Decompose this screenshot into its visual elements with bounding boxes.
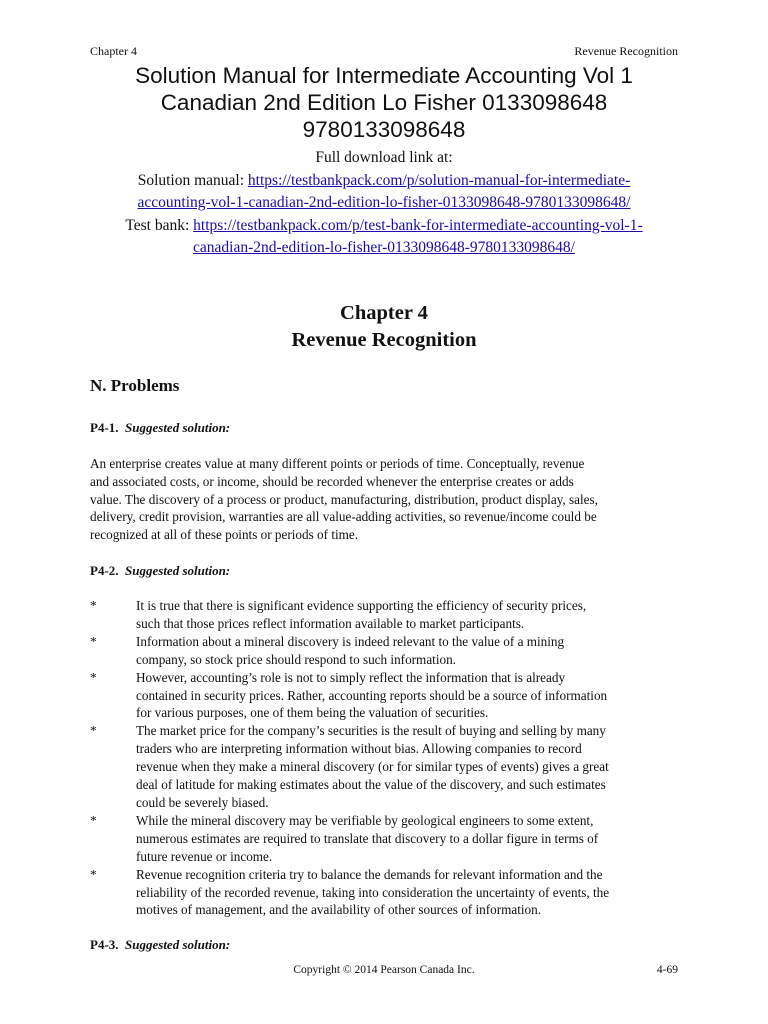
bullet-line: such that those prices reflect information available to market participants. — [136, 615, 525, 631]
page-number: 4-69 — [656, 964, 678, 976]
problem-heading-p4-1 — [90, 420, 230, 436]
problem-heading-p4-3 — [90, 937, 230, 953]
bullet-line: contained in security prices. Rather, accounting reports should be a source of information — [136, 687, 608, 703]
section-heading: N. Problems — [90, 376, 180, 395]
list-item — [90, 866, 690, 920]
problem-label: Suggested solution: — [125, 563, 231, 578]
paragraph-line: value. The discovery of a process or product, manufacturing, distribution, product display, sales, — [90, 491, 598, 507]
bullet-line: future revenue or income. — [136, 848, 273, 864]
p4-1-paragraph — [90, 455, 690, 544]
problem-label: Suggested solution: — [125, 420, 231, 435]
bullet-marker: * — [90, 669, 97, 685]
page-footer — [90, 963, 678, 979]
document-title — [0, 62, 768, 143]
paragraph-line: delivery, credit provision, warranties are all value-adding activities, so revenue/income could be — [90, 509, 597, 525]
running-header-left: Chapter 4 — [90, 44, 137, 58]
list-item — [90, 722, 690, 812]
download-intro: Full download link at: — [315, 149, 453, 166]
p4-2-bullet-list — [90, 597, 690, 919]
paragraph-line: recognized at all of these points or periods of time. — [90, 527, 359, 543]
solution-manual-label: Solution manual: — [137, 171, 248, 189]
bullet-marker: * — [90, 633, 97, 649]
problem-id: P4-1. — [90, 420, 119, 435]
copyright: Copyright © 2014 Pearson Canada Inc. — [293, 964, 475, 976]
bullet-line: reliability of the recorded revenue, taking into consideration the uncertainty of events, the — [136, 884, 610, 900]
bullet-line: for various purposes, one of them being the valuation of securities. — [136, 705, 489, 721]
running-header — [90, 44, 678, 58]
problem-label: Suggested solution: — [125, 937, 231, 952]
chapter-heading — [0, 300, 768, 354]
bullet-marker: * — [90, 598, 97, 613]
bullet-line: traders who are interpreting information without bias. Allowing companies to record — [136, 741, 582, 757]
bullet-line: The market price for the company’s securities is the result of buying and selling by many — [136, 723, 606, 739]
bullet-marker: * — [90, 812, 97, 828]
test-bank-link-cont[interactable]: canadian-2nd-edition-lo-fisher-0133098648-9780133098648/ — [193, 239, 575, 256]
bullet-line: Information about a mineral discovery is indeed relevant to the value of a mining — [136, 633, 565, 649]
list-item — [90, 812, 690, 866]
list-item — [90, 633, 690, 669]
title-line: Solution Manual for Intermediate Accounting Vol 1 — [135, 63, 633, 88]
solution-manual-link[interactable]: https://testbankpack.com/p/solution-manual-for-intermediate- — [247, 171, 631, 189]
paragraph-line: and associated costs, or income, should be recorded whenever the enterprise creates or adds — [90, 473, 574, 489]
bullet-line: While the mineral discovery may be verifiable by geological engineers to some extent, — [136, 812, 594, 828]
list-item — [90, 597, 690, 633]
bullet-line: motives of management, and the availability of other sources of information. — [136, 902, 542, 918]
problem-id: P4-3. — [90, 937, 119, 952]
chapter-title: Revenue Recognition — [291, 329, 477, 351]
bullet-line: deal of latitude for making estimates about the value of the discovery, and such estimates — [136, 777, 606, 793]
title-line: Canadian 2nd Edition Lo Fisher 0133098648 — [160, 90, 608, 115]
bullet-line: revenue when they make a mineral discovery (or for similar types of events) gives a great — [136, 759, 609, 775]
running-header-right: Revenue Recognition — [574, 44, 678, 58]
bullet-line: numerous estimates are required to translate that discovery to a dollar figure in terms of — [136, 830, 599, 846]
bullet-line: Revenue recognition criteria try to balance the demands for relevant information and the — [136, 866, 603, 882]
bullet-line: could be severely biased. — [136, 794, 269, 810]
bullet-marker: * — [90, 866, 97, 882]
bullet-marker: * — [90, 723, 97, 739]
problem-id: P4-2. — [90, 563, 119, 578]
download-links — [0, 147, 768, 260]
test-bank-link[interactable]: https://testbankpack.com/p/test-bank-for-intermediate-accounting-vol-1- — [193, 216, 643, 234]
test-bank-label: Test bank: — [125, 216, 194, 234]
solution-manual-link-cont[interactable]: accounting-vol-1-canadian-2nd-edition-lo-fisher-0133098648-9780133098648/ — [137, 194, 631, 211]
bullet-line: company, so stock price should respond to such information. — [136, 651, 456, 667]
bullet-line: It is true that there is significant evidence supporting the efficiency of security prices, — [136, 598, 587, 613]
bullet-line: However, accounting’s role is not to simply reflect the information that is already — [136, 669, 566, 685]
chapter-number: Chapter 4 — [340, 302, 428, 324]
title-line: 9780133098648 — [302, 117, 466, 142]
problem-heading-p4-2 — [90, 563, 230, 579]
paragraph-line: An enterprise creates value at many different points or periods of time. Conceptually, revenue — [90, 456, 585, 471]
list-item — [90, 669, 690, 723]
